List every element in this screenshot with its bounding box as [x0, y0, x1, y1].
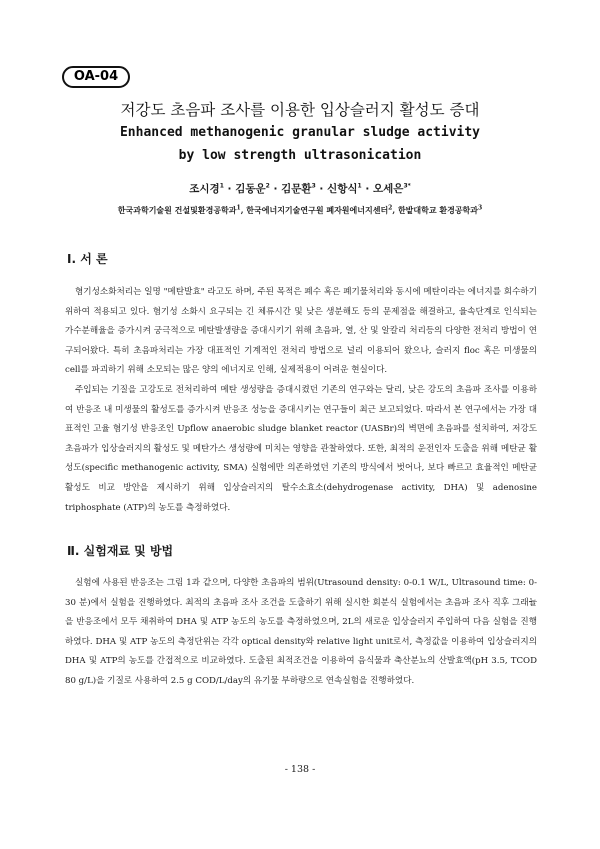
author-list: 조시경$^1$ · 김동운$^2$ · 김문환$^3$ · 신항식$^1$ · 오세은$^{3*}$ — [189, 182, 411, 195]
title-korean: 저강도 초음파 조사를 이용한 입상슬러지 활성도 증대 — [120, 101, 480, 119]
affiliation: 한밭대학교 환경공학과$^3$ — [397, 204, 483, 215]
author: 오세은$^{3*}$ — [373, 182, 411, 195]
body-paragraph: 혐기성소화처리는 일명 "메탄발효" 라고도 하며, 주된 목적은 폐수 혹은 폐기물처리와 동시에 메탄이라는 에너지를 회수하기 위하여 적용되고 있다. 혐기성 소화시 요구되는 긴 체류시간 및 낮은 생분해도 등의 문제점을 해결하고, 율속단계로 인식되는 가수분해율을 증가시켜 궁극적으로 메탄발생량을 증대시키기 위해 초음파, 열, 산 및 알칼리 처리등의 다양한 전처리 방법이 연구되어왔다. 특히 초음파처리는 가장 대표적인 기계적인 전처리 방법으로 널리 이용되어 왔으나, 슬러지 floc 혹은 미생물의 cell를 파괴하기 위해 소모되는 많은 양의 에너지로 인해, 실제적용이 어려운 현실이다. — [65, 287, 537, 376]
author: 신항식$^1$ — [327, 182, 362, 195]
title-english-line2: by low strength ultrasonication — [178, 148, 422, 163]
affiliation: 한국에너지기술연구원 폐자원에너지센터$^2$ — [246, 204, 393, 215]
affiliation: 한국과학기술원 건설및환경공학과$^1$ — [117, 204, 241, 215]
session-badge: OA-04 — [62, 66, 130, 88]
body-paragraph: 실험에 사용된 반응조는 그림 1과 같으며, 다양한 초음파의 범위(Utrasound density: 0-0.1 W/L, Ultrasound time: 0-30 분)에서 실험을 진행하였다. 최적의 초음파 조사 조건을 도출하기 위해 실시한 회분식 실험에서는 초음파 조사 직후 그래뉼을 반응조에서 모두 채취하여 DHA 및 ATP 농도의 농도를 측정하였으며, 2L의 새로운 입상슬러지 주입하여 다음 실험을 진행하였다. DHA 및 ATP 농도의 측정단위는 각각 optical density와 relative light unit로서, 측정값을 이용하여 입상슬러지의 DHA 및 ATP의 농도를 간접적으로 비교하였다. 도출된 최적조건을 이용하여 음식물과 축산분뇨의 산발효액(pH 3.5, TCOD 80 g/L)을 기질로 사용하여 2.5 g COD/L/day의 유기물 부하량으로 연속실험을 진행하였다. — [65, 578, 537, 686]
author: 조시경$^1$ — [189, 182, 224, 195]
affiliation-list: 한국과학기술원 건설및환경공학과$^1$, 한국에너지기술연구원 폐자원에너지센터$^2$, 한밭대학교 환경공학과$^3$ — [117, 204, 483, 215]
page-number: - 138 - — [284, 764, 316, 775]
title-english-line1: Enhanced methanogenic granular sludge activity — [119, 125, 481, 140]
section-heading-materials-methods: Ⅱ. 실험재료 및 방법 — [67, 544, 174, 558]
section-heading-introduction: Ⅰ. 서 론 — [67, 252, 108, 266]
body-paragraph: 주입되는 기질을 고강도로 전처리하여 메탄 생성량을 증대시켰던 기존의 연구와는 달리, 낮은 강도의 초음파 조사를 이용하여 반응조 내 미생물의 활성도를 증가시켜 반응조 성능을 증대시키는 연구들이 최근 보고되었다. 따라서 본 연구에서는 가장 대표적인 고율 혐기성 반응조인 Upflow anaerobic sludge blanket reactor (UASBr)의 벽면에 초음파를 설치하여, 저강도 초음파가 입상슬러지의 활성도 및 메탄가스 생성량에 미치는 영향을 관찰하였다. 또한, 최적의 운전인자 도출을 위해 메탄균 활성도(specific methanogenic activity, SMA) 실험에만 의존하였던 기존의 방식에서 벗어나, 보다 빠르고 효율적인 메탄균 활성도 비교 방안을 제시하기 위해 입상슬러지의 탈수소효소(dehydrogenase activity, DHA) 및 adenosine triphosphate (ATP)의 농도를 측정하였다. — [65, 385, 537, 513]
author: 김문환$^3$ — [281, 182, 316, 195]
author: 김동운$^2$ — [235, 182, 270, 195]
